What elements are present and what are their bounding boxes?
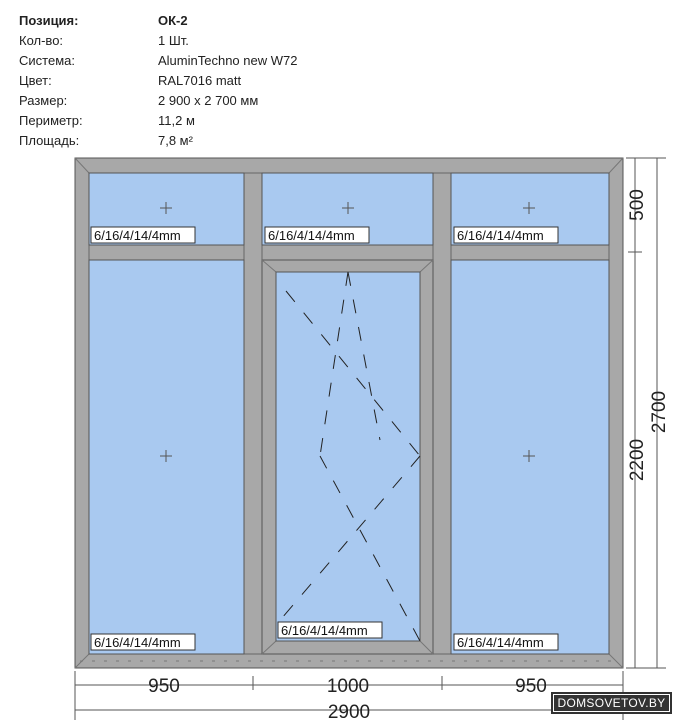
perimeter-value: 11,2 м	[158, 113, 195, 128]
svg-text:6/16/4/14/4mm: 6/16/4/14/4mm	[457, 635, 544, 650]
position-label: Позиция:	[19, 13, 79, 28]
svg-text:6/16/4/14/4mm: 6/16/4/14/4mm	[94, 228, 181, 243]
glass-label-bottom-left	[91, 634, 195, 650]
dim-width-total: 2900	[327, 702, 371, 723]
size-label: Размер:	[19, 93, 68, 108]
color-value: RAL7016 matt	[158, 73, 242, 88]
svg-text:6/16/4/14/4mm: 6/16/4/14/4mm	[94, 635, 181, 650]
glass-label-top-center	[265, 227, 369, 243]
dim-width-left: 950	[148, 676, 180, 697]
glass-sash	[276, 272, 420, 641]
color-label: Цвет:	[19, 73, 52, 88]
quantity-label: Кол-во:	[19, 33, 64, 48]
area-value: 7,8 м²	[158, 133, 193, 148]
quantity-value: 1 Шт.	[158, 33, 189, 48]
dim-width-center: 1000	[326, 676, 370, 697]
watermark-logo	[551, 692, 672, 714]
transom-center	[262, 245, 433, 260]
dim-height-top: 500	[627, 189, 648, 221]
system-label: Система:	[19, 53, 75, 68]
glass-bottom-right	[451, 260, 609, 654]
svg-text:6/16/4/14/4mm: 6/16/4/14/4mm	[268, 228, 355, 243]
glass-label-top-right	[454, 227, 558, 243]
mullion-left	[244, 173, 262, 654]
system-value: AluminTechno new W72	[158, 53, 298, 68]
mullion-right	[433, 173, 451, 654]
area-label: Площадь:	[19, 133, 80, 148]
perimeter-label: Периметр:	[19, 113, 83, 128]
watermark-text: DOMSOVETOV.BY	[553, 694, 671, 712]
position-value: ОК-2	[158, 13, 188, 28]
transom-right	[451, 245, 609, 260]
dim-width-right: 950	[515, 676, 547, 697]
svg-text:6/16/4/14/4mm: 6/16/4/14/4mm	[281, 623, 368, 638]
dim-height-total: 2700	[649, 390, 670, 434]
svg-text:6/16/4/14/4mm: 6/16/4/14/4mm	[457, 228, 544, 243]
dim-height-bottom: 2200	[627, 438, 648, 482]
transom-left	[89, 245, 244, 260]
glass-label-top-left	[91, 227, 195, 243]
glass-label-sash	[278, 622, 382, 638]
glass-label-bottom-right	[454, 634, 558, 650]
size-value: 2 900 x 2 700 мм	[158, 93, 259, 108]
